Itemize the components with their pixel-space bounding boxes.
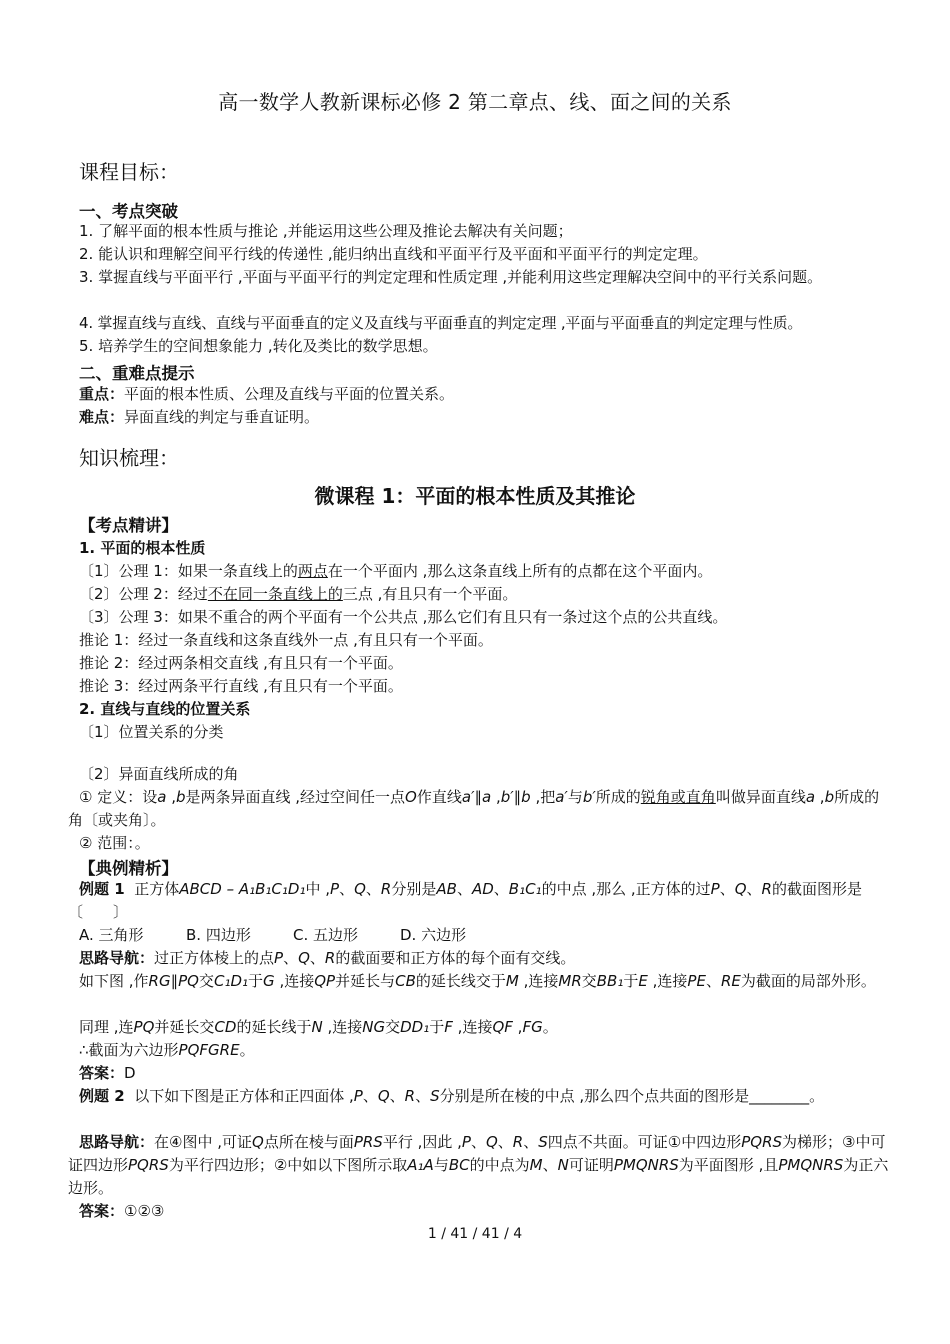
hint-var: A₁A	[407, 1156, 434, 1174]
hint-text: 在④图中 ,可证	[154, 1133, 252, 1151]
q-var: AD	[471, 880, 494, 898]
sol-text: 交	[385, 1018, 401, 1036]
sol-text: 并延长与	[335, 972, 396, 990]
sol-var: PQ	[133, 1018, 155, 1036]
sol-var: FG	[522, 1018, 543, 1036]
def-var: b′∥b	[500, 788, 531, 806]
corollary-1: 推论 1：经过一条直线和这条直线外一点 ,有且只有一个平面。	[79, 631, 493, 649]
def-text: ,	[815, 788, 825, 806]
hint-label: 思路导航：	[79, 1133, 155, 1151]
q-var: P	[353, 1087, 363, 1105]
sol-var: G	[263, 972, 275, 990]
key-point-text: 平面的根本性质、公理及直线与平面的位置关系。	[124, 385, 455, 403]
hint-var: Q	[252, 1133, 264, 1151]
sol-text: 为截面的局部外形。	[740, 972, 876, 990]
def-text: ,	[491, 788, 501, 806]
axiom-1-post: 在一个平面内 ,那么这条直线上所有的点都在这个平面内。	[327, 562, 713, 580]
axiom-1	[79, 560, 712, 583]
def-var: b	[175, 788, 186, 806]
sol-text: 于	[623, 972, 639, 990]
choice-c: C. 五边形	[293, 926, 359, 944]
sol-var: PE	[687, 972, 706, 990]
q-var: S	[430, 1087, 440, 1105]
example-1-choices	[79, 924, 466, 947]
def-text: ① 定义：设	[79, 788, 158, 806]
axiom-1-pre: 〔1〕公理 1：如果一条直线上的	[79, 562, 298, 580]
sol-var: E	[638, 972, 648, 990]
section-2-heading: 二、重难点提示	[79, 364, 195, 383]
sol-text: ,连接	[452, 1018, 493, 1036]
sol-text: 交	[198, 972, 214, 990]
hint-text: 为平面图形 ,且	[678, 1156, 779, 1174]
def-var: a′	[555, 788, 568, 806]
document-title: 高一数学人教新课标必修 2 第二章点、线、面之间的关系	[218, 90, 732, 114]
section-1-heading: 一、考点突破	[79, 202, 178, 221]
hint-var: R	[512, 1133, 524, 1151]
q-text: 的截面图形是〔 〕	[68, 880, 862, 921]
corollary-3: 推论 3：经过两条平行直线 ,有且只有一个平面。	[79, 677, 403, 695]
axiom-2-post: 三点 ,有且只有一个平面。	[342, 585, 518, 603]
hint-text: 过正方体棱上的点	[154, 949, 275, 967]
answer-value: ①②③	[124, 1202, 165, 1220]
q-var: P	[330, 880, 340, 898]
def-var: b	[824, 788, 835, 806]
difficult-point	[79, 406, 319, 429]
sol-var: PQ	[178, 972, 199, 990]
goal-item-1: 1. 了解平面的根本性质与推论 ,并能运用这些公理及推论去解决有关问题；	[79, 222, 573, 240]
q-var: Q	[354, 880, 366, 898]
q-var: R	[761, 880, 772, 898]
axiom-2-pre: 〔2〕公理 2：经过	[79, 585, 208, 603]
q-sep: 、	[493, 880, 509, 898]
sol-text: ,连接	[274, 972, 315, 990]
difficult-point-label: 难点：	[79, 408, 125, 426]
hint-var: N	[557, 1156, 569, 1174]
def-text: 与	[567, 788, 583, 806]
example-1-question	[68, 878, 890, 924]
page-footer: 1 / 41 / 41 / 4	[427, 1226, 523, 1242]
sol-var: N	[311, 1018, 323, 1036]
example-1-solution-2	[79, 1016, 558, 1039]
hint-label: 思路导航：	[79, 949, 155, 967]
choice-d: D. 六边形	[400, 926, 467, 944]
sol-var: CB	[395, 972, 416, 990]
q-sep: 、	[389, 1087, 405, 1105]
key-point	[79, 383, 454, 406]
micro-course-title: 微课程 1：平面的根本性质及其推论	[314, 484, 636, 508]
sol-sep: 、	[705, 972, 721, 990]
sol-text: ,	[512, 1018, 523, 1036]
def-var: O	[405, 788, 417, 806]
hint-text: 四点不共面。可证①中四边形	[547, 1133, 742, 1151]
example-2-label: 例题 2	[79, 1087, 125, 1105]
choice-a: A. 三角形	[79, 926, 144, 944]
skew-angle-definition	[68, 786, 890, 832]
q-var: P	[710, 880, 720, 898]
hint-var: P	[461, 1133, 471, 1151]
skew-angle-heading: 〔2〕异面直线所成的角	[79, 765, 239, 783]
sol-text: 的延长线于	[236, 1018, 312, 1036]
example-1-hint	[79, 947, 575, 970]
q-sep: 、	[365, 880, 381, 898]
hint-var: R	[324, 949, 336, 967]
q-sep: 、	[746, 880, 762, 898]
example-1-answer	[79, 1062, 136, 1085]
hint-var: Q	[298, 949, 310, 967]
hint-var: P	[274, 949, 284, 967]
q-text: 以下如下图是正方体和正四面体 ,	[134, 1087, 354, 1105]
examples-heading: 【典例精析】	[79, 859, 178, 878]
sol-var: NG	[362, 1018, 386, 1036]
q-var: Q	[734, 880, 747, 898]
hint-sep: 、	[542, 1156, 558, 1174]
def-text: 所成的	[595, 788, 641, 806]
def-var: a′∥a	[461, 788, 492, 806]
skew-angle-range: ② 范围：。	[79, 834, 150, 852]
def-text: 作直线	[416, 788, 462, 806]
sol-text: ∥	[170, 972, 179, 990]
sol-text: 。	[542, 1018, 558, 1036]
hint-text: 的截面要和正方体的每个面有交线。	[335, 949, 576, 967]
sol-text: 如下图 ,作	[79, 972, 149, 990]
sol-var: CD	[214, 1018, 237, 1036]
choice-b: B. 四边形	[186, 926, 251, 944]
q-var: B₁C₁	[508, 880, 542, 898]
axiom-2-underline: 不在同一条直线上的	[207, 585, 343, 603]
q-sep: 、	[719, 880, 735, 898]
def-underline: 锐角或直角	[640, 788, 716, 806]
q-text: 的中点 ,那么 ,正方体的过	[541, 880, 711, 898]
hint-text: 与	[433, 1156, 449, 1174]
sol-var: QF	[492, 1018, 513, 1036]
q-var: AB	[436, 880, 457, 898]
hint-text: 平行 ,因此 ,	[382, 1133, 462, 1151]
goal-item-5: 5. 培养学生的空间想象能力 ,转化及类比的数学思想。	[79, 337, 438, 355]
example-2-answer	[79, 1200, 164, 1223]
q-sep: 、	[415, 1087, 431, 1105]
sol-var: QP	[314, 972, 336, 990]
goal-item-4: 4. 掌握直线与直线、直线与平面垂直的定义及直线与平面垂直的判定定理 ,平面与平面垂直的判定定理与性质。	[79, 314, 803, 332]
q-text: 正方体	[134, 880, 180, 898]
hint-var: PMQNRS	[613, 1156, 679, 1174]
hint-sep: 、	[497, 1133, 513, 1151]
hint-text: 的中点为	[469, 1156, 530, 1174]
hint-sep: 、	[470, 1133, 486, 1151]
q-var: ABCD – A₁B₁C₁D₁	[179, 880, 306, 898]
hint-var: BC	[448, 1156, 470, 1174]
hint-var: PQRS	[128, 1156, 169, 1174]
corollary-2: 推论 2：经过两条相交直线 ,有且只有一个平面。	[79, 654, 403, 672]
def-text: ,把	[530, 788, 556, 806]
line-relations-heading: 2. 直线与直线的位置关系	[79, 700, 251, 718]
key-point-label: 重点：	[79, 385, 125, 403]
q-var: R	[404, 1087, 416, 1105]
sol-var: F	[444, 1018, 453, 1036]
hint-text: 可证明	[568, 1156, 614, 1174]
course-goal-heading: 课程目标：	[79, 160, 179, 184]
axiom-2	[79, 583, 517, 606]
sol-var: MR	[558, 972, 582, 990]
concl-text: 。	[239, 1041, 255, 1059]
hint-text: 为正六边形。	[68, 1156, 889, 1197]
sol-var: M	[505, 972, 519, 990]
axiom-3: 〔3〕公理 3：如果不重合的两个平面有一个公共点 ,那么它们有且只有一条过这个点的公共直线。	[79, 608, 728, 626]
hint-text: 为平行四边形；②中如以下图所示取	[168, 1156, 408, 1174]
relation-classification: 〔1〕位置关系的分类	[79, 723, 224, 741]
key-points-heading: 【考点精讲】	[79, 516, 178, 535]
example-2-hint	[68, 1131, 890, 1200]
def-text: 叫做异面直线	[715, 788, 806, 806]
hint-text: 点所在棱与面	[263, 1133, 354, 1151]
hint-var: PRS	[353, 1133, 383, 1151]
answer-label: 答案：	[79, 1064, 125, 1082]
hint-text: 为梯形；③中可证四边形	[68, 1133, 886, 1174]
hint-sep: 、	[309, 949, 325, 967]
sol-text: ,连接	[322, 1018, 363, 1036]
q-var: R	[380, 880, 392, 898]
sol-var: RG	[148, 972, 171, 990]
sol-text: 同理 ,连	[79, 1018, 134, 1036]
hint-var: PMQNRS	[778, 1156, 844, 1174]
hint-var: M	[529, 1156, 543, 1174]
sol-text: 并延长交	[154, 1018, 215, 1036]
example-1-conclusion	[79, 1039, 255, 1062]
sol-var: DD₁	[400, 1018, 430, 1036]
sol-var: RE	[720, 972, 741, 990]
def-var: a	[157, 788, 167, 806]
example-1-solution-1	[68, 970, 890, 993]
q-var: Q	[377, 1087, 390, 1105]
hint-var: S	[538, 1133, 548, 1151]
hint-sep: 、	[523, 1133, 539, 1151]
def-var: b′	[582, 788, 596, 806]
concl-var: PQFGRE	[178, 1041, 240, 1059]
sol-text: 于	[429, 1018, 445, 1036]
def-text: ,	[166, 788, 176, 806]
concl-text: ∴截面为六边形	[79, 1041, 179, 1059]
plane-properties-heading: 1. 平面的根本性质	[79, 539, 206, 557]
sol-text: 交	[581, 972, 597, 990]
goal-item-2: 2. 能认识和理解空间平行线的传递性 ,能归纳出直线和平面平行及平面和平面平行的判定定理。	[79, 245, 708, 263]
example-1-label: 例题 1	[79, 880, 125, 898]
answer-label: 答案：	[79, 1202, 125, 1220]
hint-var: Q	[485, 1133, 498, 1151]
knowledge-heading: 知识梳理：	[79, 446, 179, 470]
q-sep: 、	[362, 1087, 378, 1105]
hint-var: PQRS	[741, 1133, 783, 1151]
goal-item-3: 3. 掌握直线与平面平行 ,平面与平面平行的判定定理和性质定理 ,并能利用这些定理解决空间中的平行关系问题。	[79, 268, 823, 286]
def-text: 是两条异面直线 ,经过空间任一点	[185, 788, 406, 806]
def-text: 所成的角〔或夹角〕。	[68, 788, 880, 829]
answer-value: D	[124, 1064, 136, 1082]
sol-var: BB₁	[596, 972, 624, 990]
sol-text: ,连接	[647, 972, 688, 990]
sol-text: 的延长线交于	[415, 972, 506, 990]
sol-text: ,连接	[518, 972, 559, 990]
example-2-question	[68, 1085, 890, 1108]
hint-sep: 、	[283, 949, 299, 967]
q-sep: 、	[339, 880, 355, 898]
q-text: 中 ,	[305, 880, 331, 898]
q-text: 分别是所在棱的中点 ,那么四个点共面的图形是________。	[439, 1087, 825, 1105]
difficult-point-text: 异面直线的判定与垂直证明。	[124, 408, 320, 426]
sol-text: 于	[248, 972, 264, 990]
axiom-1-underline: 两点	[297, 562, 328, 580]
q-sep: 、	[456, 880, 472, 898]
def-var: a	[805, 788, 816, 806]
q-text: 分别是	[391, 880, 437, 898]
sol-var: C₁D₁	[213, 972, 249, 990]
